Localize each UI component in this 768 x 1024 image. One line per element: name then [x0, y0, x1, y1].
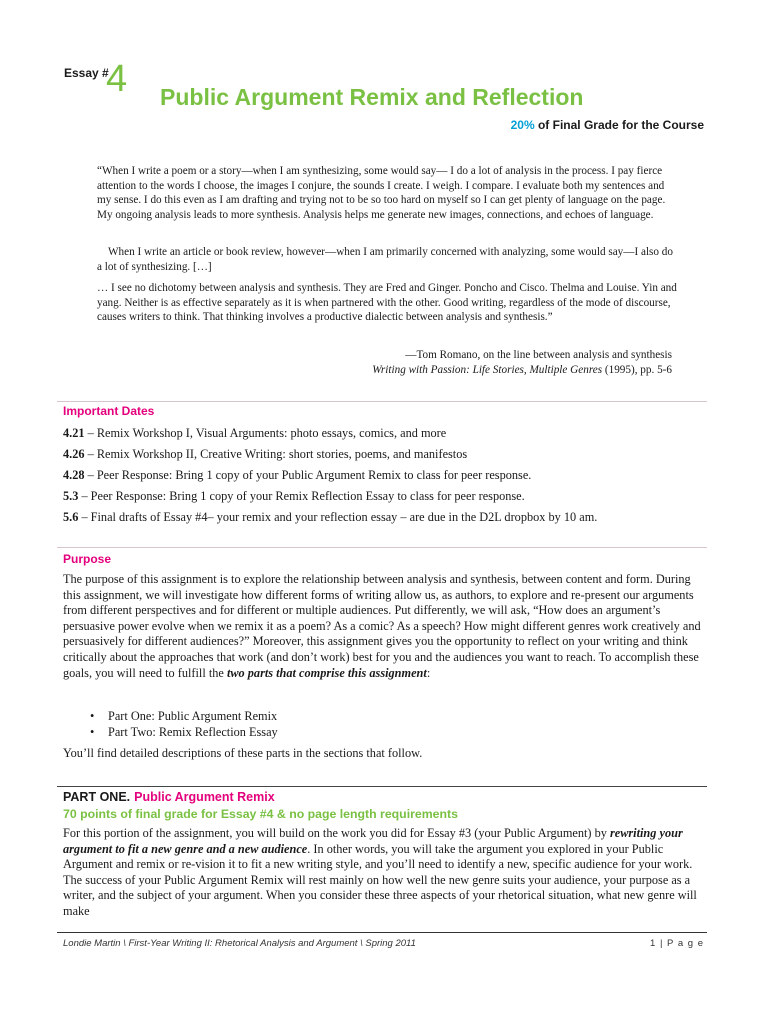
- list-item: • Part One: Public Argument Remix: [90, 708, 278, 724]
- footer-course-info: Londie Martin \ First-Year Writing II: Rhetorical Analysis and Argument \ Spring 2011: [63, 938, 416, 949]
- parts-list: [90, 708, 278, 740]
- epigraph-paragraph-1: “When I write a poem or a story—when I am synthesizing, some would say— I do a lot of analysis in the process. I pay fierce attention to the words I choose, the images I conjure, the sounds I create. I weigh. I compare. I evaluate both my sentences and my sense. I do this even as I am drafting and trying not to be so too hard on myself so I can get plenty of language on the page. My ongoing analysis leads to more synthesis. Analysis helps me generate new images, connections, and echoes of language.: [97, 165, 666, 221]
- part-one-divider: [57, 786, 707, 787]
- epigraph-paragraph-2: When I write an article or book review, however—when I am primarily concerned with analyzing, some would say—I also do a lot of synthesizing. […]: [97, 246, 673, 273]
- source-title: Writing with Passion: Life Stories, Multiple Genres: [372, 363, 603, 376]
- date-item: 4.21 – Remix Workshop I, Visual Arguments: photo essays, comics, and more: [63, 426, 447, 440]
- grade-text: of Final Grade for the Course: [534, 118, 704, 132]
- purpose-divider: [57, 547, 707, 548]
- part-one-heading: PART ONE. Public Argument Remix: [63, 790, 275, 804]
- source-detail: (1995), pp. 5-6: [602, 363, 672, 376]
- date-item: 5.3 – Peer Response: Bring 1 copy of your Remix Reflection Essay to class for peer response.: [63, 489, 525, 503]
- essay-label: Essay #: [64, 66, 109, 80]
- date-item: 4.26 – Remix Workshop II, Creative Writing: short stories, poems, and manifestos: [63, 447, 468, 461]
- purpose-paragraph: The purpose of this assignment is to explore the relationship between analysis and synthesis, between content and form. During this assignment, we will investigate how different forms of writing allow us, as authors, to explore and re-present our arguments from different perspectives and for different or multiple audiences. Put differently, we will ask, “How does an argument’s persuasive power evolve when we remix it as a poem? As a comic? As a speech? How might different genres work creatively and persuasively for different audiences?” Moreover, this assignment gives you the opportunity to reflect on your writing and think critically about the approaches that work (and don’t work) best for you and the audiences you want to reach. To accomplish these goals, you will need to fulfill the two parts that comprise this assignment:: [63, 572, 701, 680]
- dates-divider: [57, 401, 707, 402]
- emphasis-text: rewriting your argument to fit a new genre and a new audience: [63, 826, 683, 856]
- dates-heading: Important Dates: [63, 404, 155, 418]
- essay-number: 4: [106, 58, 128, 100]
- purpose-closing: You’ll find detailed descriptions of these parts in the sections that follow.: [63, 746, 423, 760]
- part-one-paragraph: For this portion of the assignment, you will build on the work you did for Essay #3 (your Public Argument) by rewriting your argument to fit a new genre and a new audience. In other words, you will take the argument you explored in your Public Argument and remix or re-vision it to fit a new writing style, and you’ll need to identify a new, specific audience for your work. The success of your Public Argument Remix will rest mainly on how well the new genre suits your audience, your purpose as a writer, and the subject of your argument. When you consider these three aspects of your rhetorical situation, what new genre will make: [63, 826, 697, 918]
- page-number: 1 | P a g e: [650, 938, 704, 949]
- purpose-heading: Purpose: [63, 552, 112, 566]
- grade-percent: 20%: [510, 118, 535, 132]
- list-item: • Part Two: Remix Reflection Essay: [90, 724, 278, 740]
- source-line: [152, 363, 672, 378]
- epigraph-attribution: [152, 348, 672, 377]
- footer-divider: [57, 932, 707, 933]
- epigraph-paragraph-3: … I see no dichotomy between analysis and synthesis. They are Fred and Ginger. Poncho and Cisco. Thelma and Louise. Yin and yang. Neither is as effective separately as it is when partnered with the other. Good writing, regardless of the mode of discourse, causes writers to think. That thinking involves a productive dialectic between analysis and synthesis.”: [97, 282, 677, 323]
- emphasis-text: two parts that comprise this assignment: [226, 665, 427, 680]
- page-title: Public Argument Remix and Reflection: [160, 84, 584, 110]
- date-item: 4.28 – Peer Response: Bring 1 copy of your Public Argument Remix to class for peer response.: [63, 468, 532, 482]
- date-item: 5.6 – Final drafts of Essay #4– your remix and your reflection essay – are due in the D2L dropbox by 10 am.: [63, 510, 598, 524]
- part-one-subheading: 70 points of final grade for Essay #4 & no page length requirements: [63, 807, 458, 821]
- attribution-line: —Tom Romano, on the line between analysis and synthesis: [405, 349, 672, 361]
- grade-weight: [511, 118, 704, 132]
